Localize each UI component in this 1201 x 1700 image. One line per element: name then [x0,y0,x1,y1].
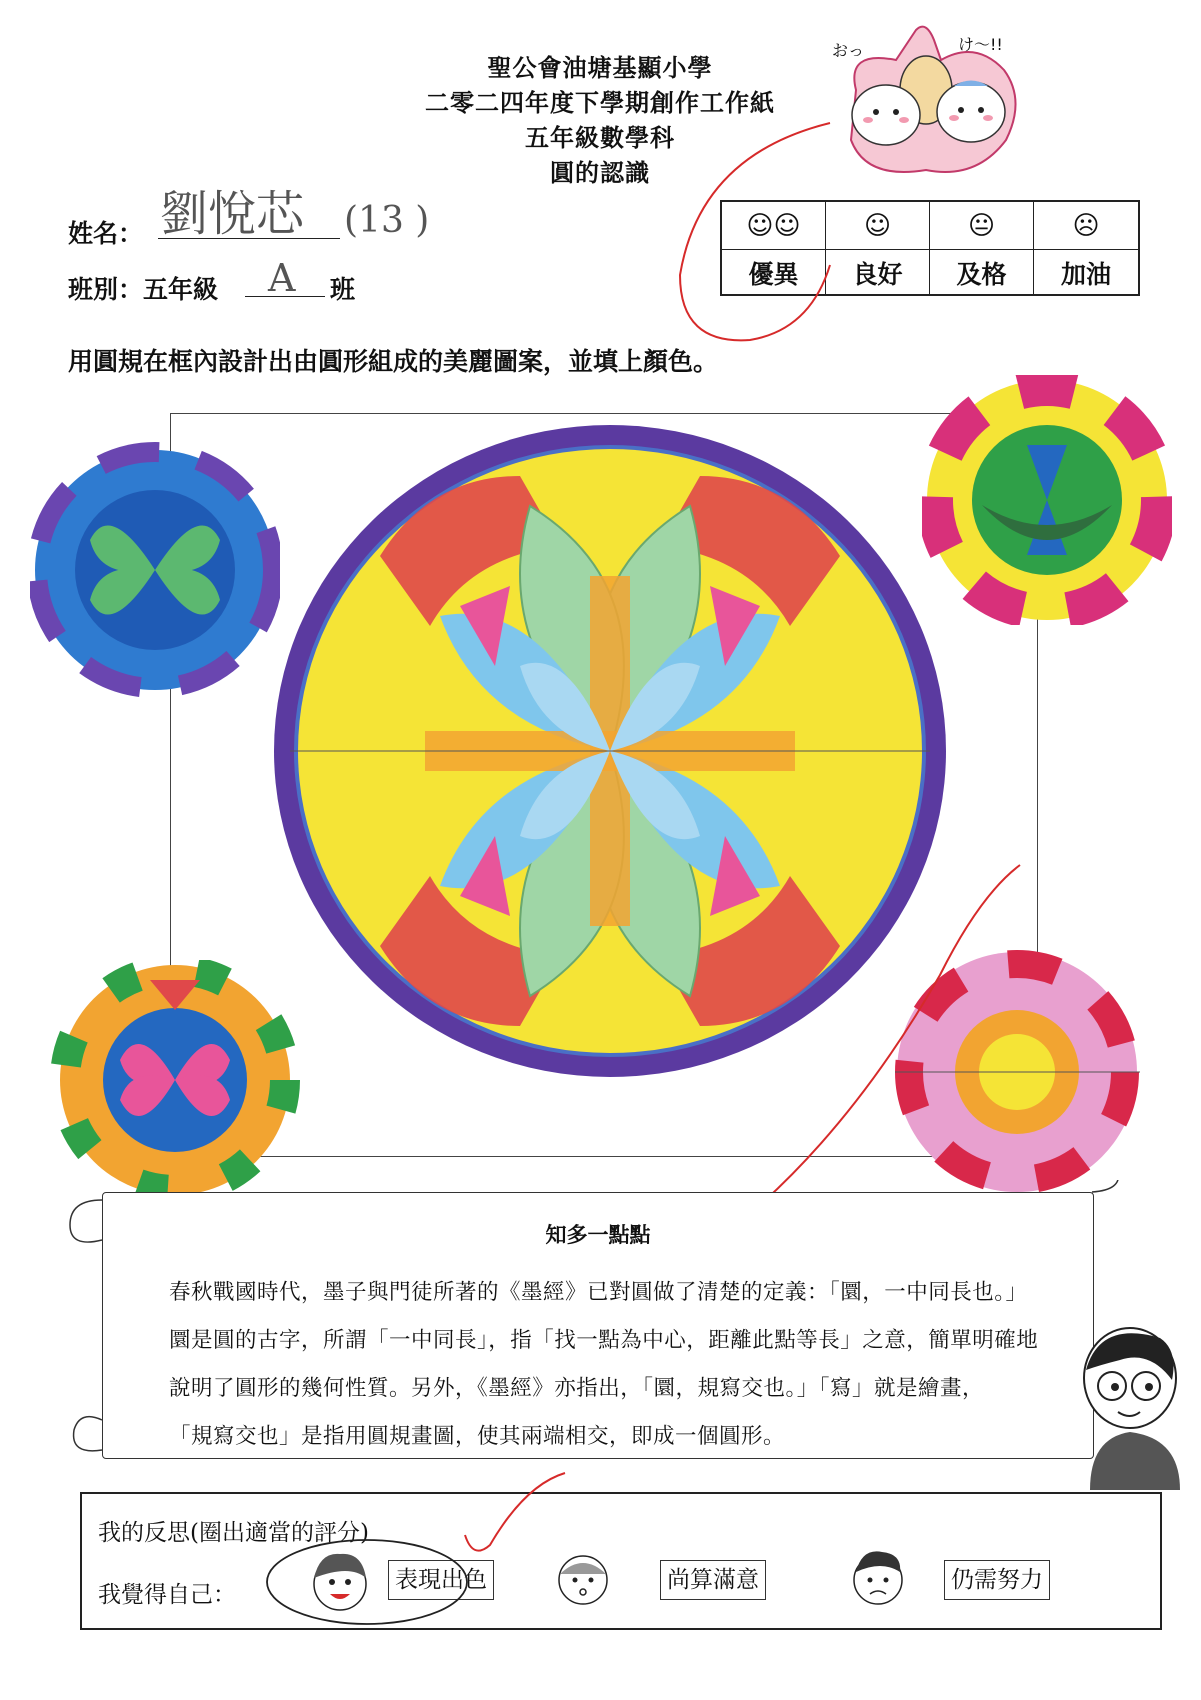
knowledge-title: 知多一點點 [545,1223,651,1247]
worksheet-term: 二零二四年度下學期創作工作紙 [425,89,775,117]
reflection-prompt: 我覺得自己： [98,1582,236,1608]
grade-face-try-icon: ☹ [1034,202,1138,250]
reflection-box [80,1492,1162,1630]
grade-label-pass[interactable]: 及格 [930,250,1034,296]
reflection-title: 我的反思(圈出適當的評分) [98,1520,369,1546]
name-label: 姓名： [68,219,144,248]
knowledge-line-3: 說明了圓形的幾何性質。另外，《墨經》亦指出，「圜，規寫交也。」「寫」就是繪畫， [169,1376,985,1401]
sticker-text-left: おっ [832,41,865,60]
knowledge-line-2: 圜是圓的古字，所謂「一中同長」，指「找一點為中心，距離此點等長」之意，簡單明確地 [169,1328,1039,1353]
class-suffix: 班 [330,275,356,304]
knowledge-scroll [60,1180,1130,1470]
student-name: 劉悅芯 [160,186,305,242]
grade-label-try[interactable]: 加油 [1060,260,1111,289]
school-name: 聖公會油塘基顯小學 [487,54,713,82]
option-satisfactory[interactable]: 尚算滿意 [660,1560,766,1600]
subject-title: 五年級數學科 [525,124,675,152]
grade-label-excellent[interactable]: 優異 [722,250,826,296]
small-circle-top-left [30,440,280,700]
knowledge-line-4: 「規寫交也」是指用圓規畫圖，使其兩端相交，即成一個圓形。 [169,1424,786,1449]
selected-option-circle [262,1534,472,1629]
name-underline [158,238,340,239]
grade-face-good-icon: ☺ [826,202,930,250]
instruction-text: 用圓規在框內設計出由圓形組成的美麗圖案，並填上顏色。 [68,347,719,376]
small-circle-bottom-left [50,960,300,1200]
knowledge-body [102,1192,1094,1459]
grade-face-excellent-icon: ☺☺ [722,202,826,250]
class-underline [245,296,325,297]
worried-face-icon [842,1540,914,1614]
topic-title: 圓的認識 [550,159,650,187]
student-number: (13 ) [344,200,430,241]
grade-label-good[interactable]: 良好 [826,250,930,296]
option-needs-effort[interactable]: 仍需努力 [944,1560,1050,1600]
grade-face-pass-icon: 😐 [930,202,1034,250]
teacher-tick-reflection [455,1455,575,1565]
class-label: 班別：五年級 [68,275,219,304]
teacher-check-mark [660,115,1120,1225]
cartoon-boy-illustration [1060,1320,1180,1490]
class-value: A [268,256,296,300]
knowledge-line-1: 春秋戰國時代，墨子與門徒所著的《墨經》已對圓做了清楚的定義：「圜，一中同長也。」 [169,1280,1028,1305]
option-excellent[interactable]: 表現出色 [388,1560,494,1600]
sticker-text-right: け〜!! [958,35,1003,54]
